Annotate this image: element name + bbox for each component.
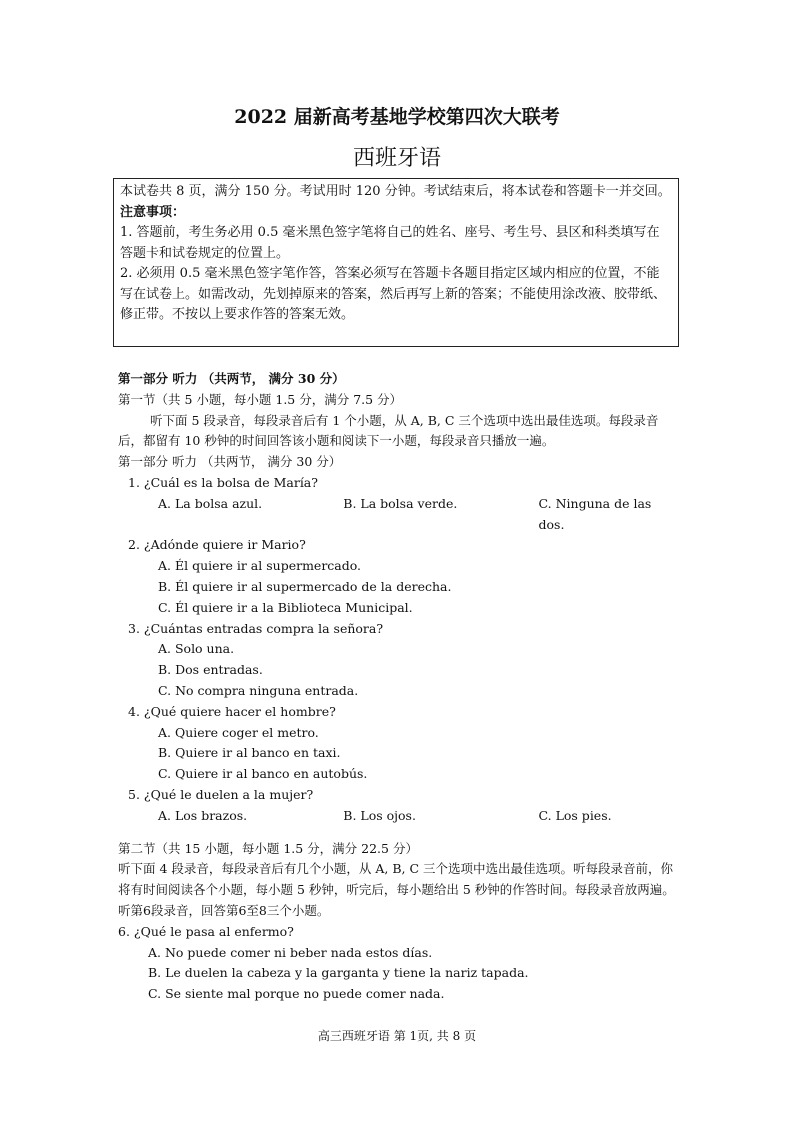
question-stem: 1. ¿Cuál es la bolsa de María? <box>128 474 318 490</box>
question-stem: 2. ¿Adónde quiere ir Mario? <box>128 537 306 553</box>
part1-heading: 第一部分 听力 （共两节， 满分 30 分） <box>118 371 345 386</box>
option-b: B. Dos entradas. <box>158 662 263 678</box>
subject-title: 西班牙语 <box>352 146 441 171</box>
option-b: B. Le duelen la cabeza y la garganta y tiene la nariz tapada. <box>148 965 529 981</box>
exam-content <box>118 369 678 1005</box>
question-stem: 3. ¿Cuántas entradas compra la señora? <box>128 620 384 636</box>
option-c: C. Ninguna de las dos. <box>538 495 652 532</box>
option-c: C. Se siente mal porque no puede comer nada. <box>148 986 445 1002</box>
option-a: A. Él quiere ir al supermercado. <box>158 558 362 574</box>
notice-box <box>113 178 679 347</box>
options-row <box>118 806 678 827</box>
option-a: A. La bolsa azul. <box>158 495 263 511</box>
option-c: C. Él quiere ir a la Biblioteca Municipal. <box>158 599 413 615</box>
option-a: A. No puede comer ni beber nada estos días. <box>148 944 433 960</box>
notice-heading: 注意事项： <box>120 204 186 220</box>
part1-heading-repeat: 第一部分 听力 （共两节， 满分 30 分） <box>118 454 342 470</box>
listen-note: 听第6段录音，回答第6至8三个小题。 <box>118 902 330 918</box>
question-stem: 5. ¿Qué le duelen a la mujer? <box>128 786 314 802</box>
exam-title: 2022 届新高考基地学校第四次大联考 <box>234 106 560 128</box>
option-c: C. No compra ninguna entrada. <box>158 682 359 698</box>
option-b: B. Quiere ir al banco en taxi. <box>158 745 341 761</box>
section2-heading: 第二节（共 15 小题，每小题 1.5 分，满分 22.5 分） <box>118 840 418 856</box>
option-b: B. La bolsa verde. <box>343 495 458 511</box>
options-row <box>118 494 678 536</box>
option-c: C. Los pies. <box>538 807 612 823</box>
option-b: B. Él quiere ir al supermercado de la derecha. <box>158 578 452 594</box>
page-footer: 高三西班牙语 第 1页, 共 8 页 <box>317 1029 477 1043</box>
section1-heading: 第一节（共 5 小题，每小题 1.5 分，满分 7.5 分） <box>118 391 403 407</box>
option-a: A. Quiere coger el metro. <box>158 724 319 740</box>
section1-instructions: 听下面 5 段录音，每段录音后有 1 个小题，从 A, B, C 三个选项中选出最佳选项。每段录音后，都留有 10 秒钟的时间回答该小题和阅读下一小题，每段录音只播放一遍。 <box>118 412 659 449</box>
question-stem: 4. ¿Qué quiere hacer el hombre? <box>128 703 336 719</box>
option-a: A. Solo una. <box>158 641 235 657</box>
notice-intro: 本试卷共 8 页，满分 150 分。考试用时 120 分钟。考试结束后，将本试卷和答题卡一并交回。 <box>120 184 671 199</box>
option-c: C. Quiere ir al banco en autobús. <box>158 766 368 782</box>
section2-instructions: 听下面 4 段录音，每段录音后有几个小题，从 A, B, C 三个选项中选出最佳选项。听每段录音前，你将有时间阅读各个小题，每小题 5 秒钟，听完后，每小题给出 5 秒钟的作答时间。每段录音放两遍。 <box>118 861 675 898</box>
notice-item-2: 2. 必须用 0.5 毫米黑色签字笔作答，答案必须写在答题卡各题目指定区域内相应的位置，不能写在试卷上。如需改动，先划掉原来的答案，然后再写上新的答案；不能使用涂改液、胶带纸、修正带。不按以上要求作答的答案无效。 <box>120 266 667 322</box>
notice-item-1: 1. 答题前，考生务必用 0.5 毫米黑色签字笔将自己的姓名、座号、考生号、县区和科类填写在答题卡和试卷规定的位置上。 <box>120 225 660 261</box>
option-b: B. Los ojos. <box>343 807 416 823</box>
option-a: A. Los brazos. <box>158 807 248 823</box>
question-stem: 6. ¿Qué le pasa al enfermo? <box>118 923 294 939</box>
